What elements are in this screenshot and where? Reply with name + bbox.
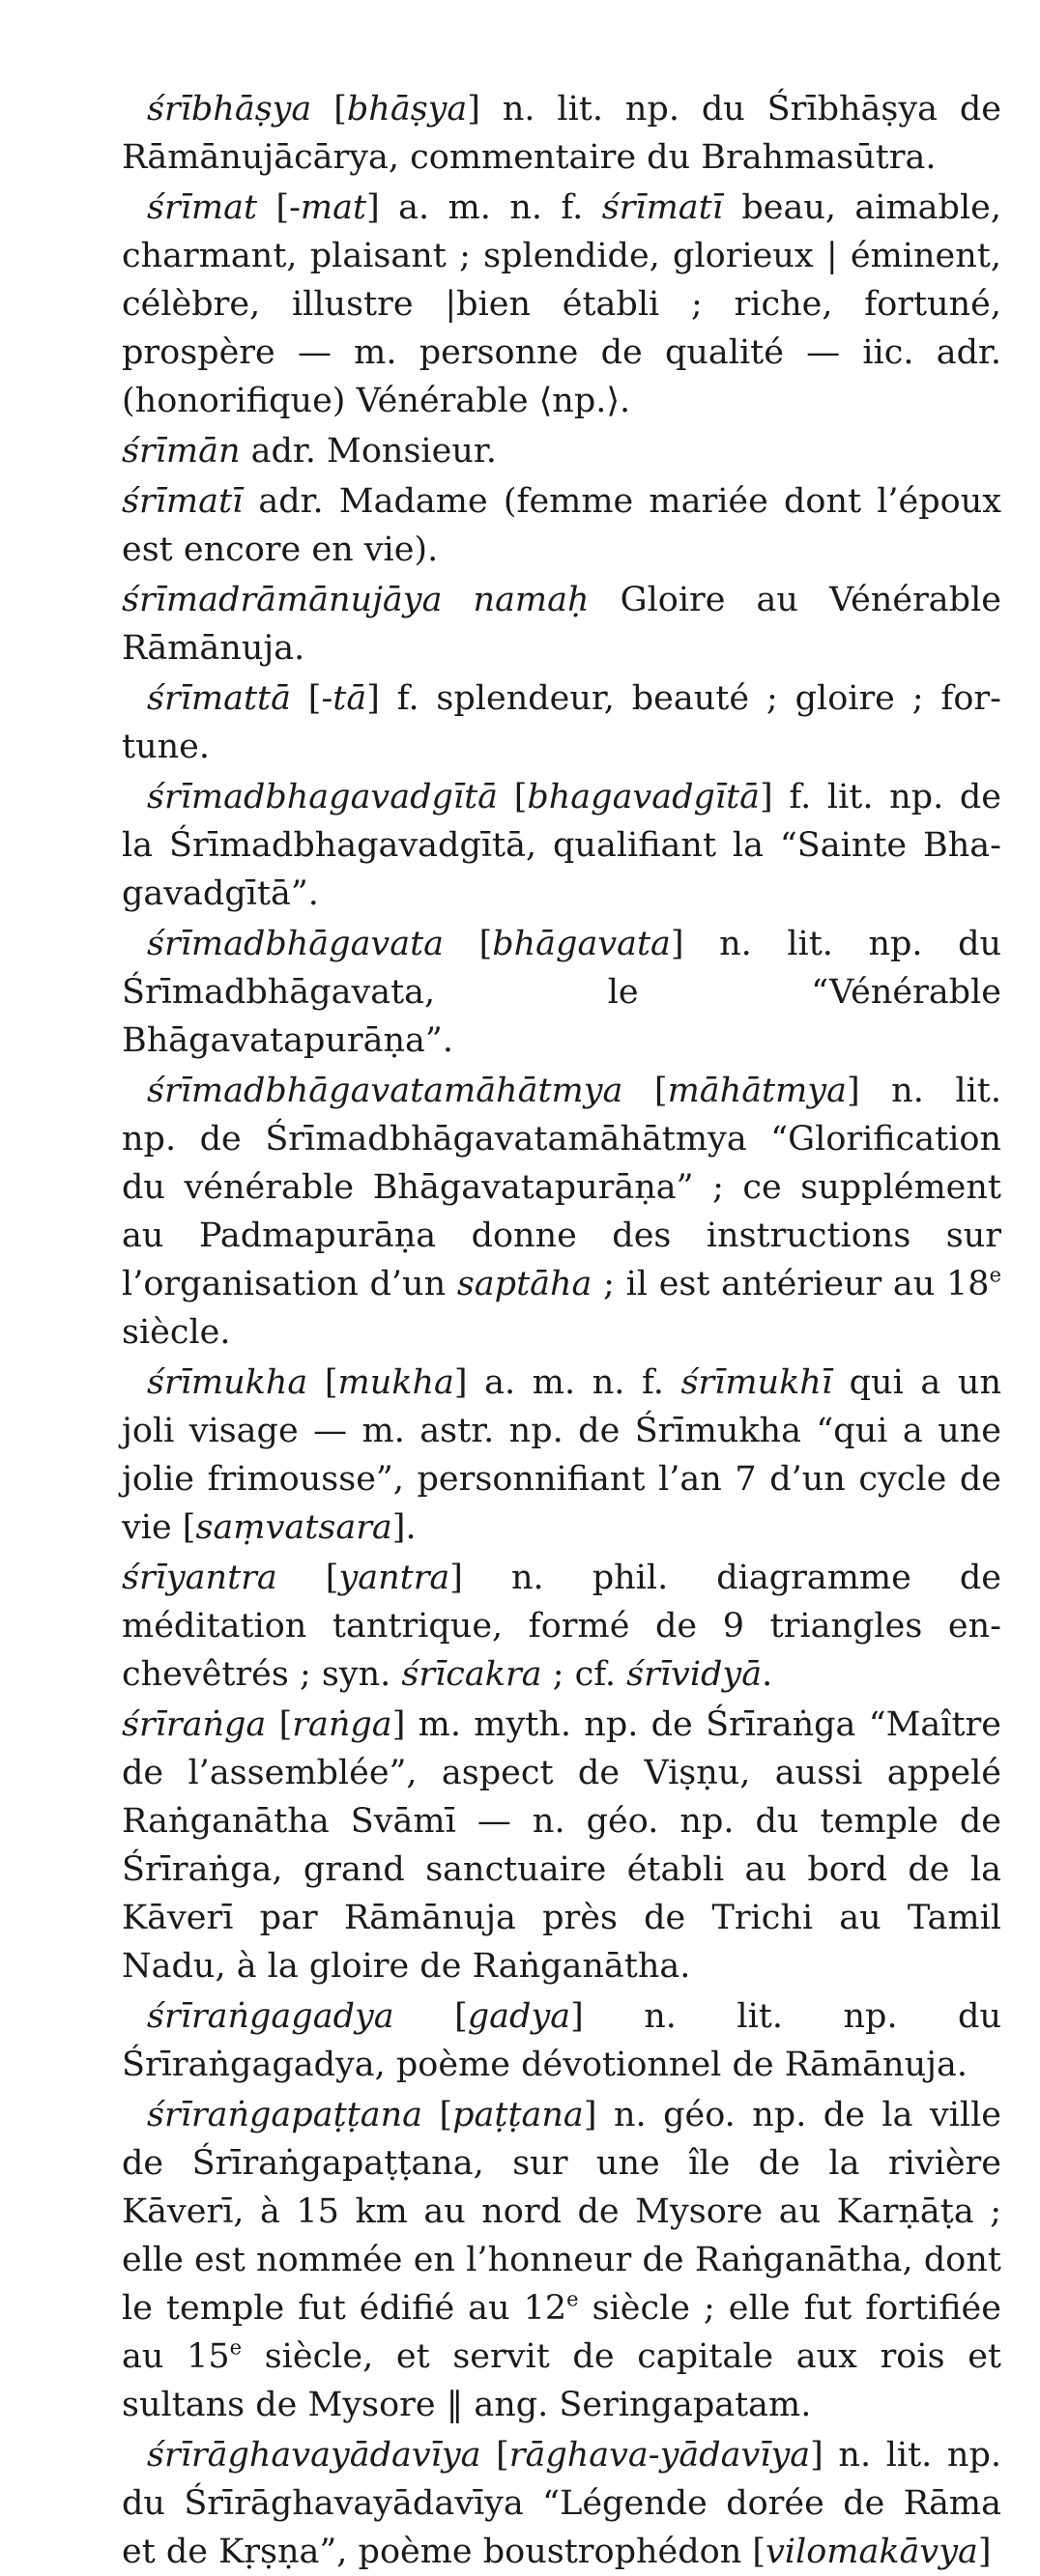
entry-text: ].	[391, 1508, 417, 1547]
dictionary-entry	[122, 1359, 1001, 1552]
dictionary-entry	[122, 674, 1001, 771]
entry-headword: śrīmān	[122, 432, 241, 471]
entry-text: [	[276, 1559, 339, 1597]
dictionary-entry	[122, 576, 1001, 673]
italic-term: śrīmatī	[601, 188, 723, 227]
entry-text: Gloire au Vénérable Rāmānuja.	[122, 581, 1001, 668]
entry-text: [	[444, 925, 493, 963]
entry-text: beau, aimable, charmant, plaisant ; splendide, glorieux | éminent, célèbre, illustre |bien établi ; riche, fortuné, prospère — m. personne de qualité — iic. adr. (honorifique) Vénérable ⟨np.⟩.	[122, 188, 1001, 420]
entry-text: ] n. phil. diagramme de méditation tantrique, formé de 9 triangles enchevêtrés ; syn.	[122, 1559, 1001, 1694]
ordinal-superscript: e	[989, 1263, 1001, 1287]
italic-term: saptāha	[456, 1265, 592, 1303]
entry-headword: śrīmattā	[147, 679, 291, 718]
italic-term: paṭṭana	[452, 2096, 584, 2134]
entry-headword: śrīmadbhāgavata	[147, 925, 445, 963]
entry-text: ]	[977, 2533, 992, 2571]
entry-text: [	[290, 679, 322, 718]
entry-headword: śrībhāṣya	[147, 90, 312, 129]
entry-headword: śrīmadrāmānujāya namaḥ	[122, 581, 590, 619]
italic-term: yantra	[338, 1559, 450, 1597]
entry-text: ] n. lit. np. du Śrīmadbhāgavata, le “Vénérable Bhāgavatapurāṇa”.	[122, 925, 1002, 1060]
entry-headword: śrīmukha	[147, 1363, 308, 1402]
dictionary-entries	[122, 85, 1001, 2576]
italic-term: bhāṣya	[346, 90, 468, 129]
entry-headword: śrīyantra	[122, 1559, 277, 1597]
dictionary-entry	[122, 85, 1001, 182]
entry-text: [	[307, 1363, 338, 1402]
ordinal-superscript: e	[566, 2287, 579, 2311]
dictionary-entry	[122, 1554, 1001, 1699]
dictionary-entry	[122, 427, 1001, 475]
entry-text: ] n. lit. np. de Śrīmadbhāgavatamāhātmya “Glorification du vénérable Bhāgavatapurāṇa” ; ce supplément au Padmapurāṇa donne des instructions sur l’organisation d’un	[122, 1072, 1001, 1303]
entry-headword: śrīrāghavayādavīya	[147, 2436, 481, 2475]
entry-text: ] a. m. n. f.	[453, 1363, 681, 1402]
dictionary-entry	[122, 1067, 1001, 1357]
entry-text: [	[480, 2436, 509, 2475]
italic-term: śrīvidyā	[626, 1655, 763, 1694]
entry-text: [	[266, 1705, 293, 1744]
italic-term: mukha	[337, 1363, 454, 1402]
italic-term: śrīcakra	[401, 1655, 542, 1694]
entry-text: ] a. m. n. f.	[366, 188, 602, 227]
entry-text: siècle.	[122, 1313, 231, 1352]
entry-text: ] f. splendeur, beauté ; gloire ; fortune.	[122, 679, 1001, 766]
entry-text: ] n. géo. np. de la ville de Śrīraṅgapaṭṭana, sur une île de la rivière Kāverī, à 15 km au nord de Mysore au Karṇāṭa ; elle est nommée en l’honneur de Raṅganātha, dont le temple fut édifié au 12	[122, 2096, 1002, 2328]
entry-text: adr. Madame (femme mariée dont l’époux est encore en vie).	[122, 482, 1001, 569]
entry-text: ] m. myth. np. de Śrīraṅga “Maître de l’assemblée”, aspect de Viṣṇu, aussi appelé Raṅganātha Svāmī — n. géo. np. du temple de Śrīraṅga, grand sanctuaire établi au bord de la Kāverī par Rāmānuja près de Trichi au Tamil Nadu, à la gloire de Raṅganātha.	[122, 1705, 1002, 1986]
dictionary-entry	[122, 1701, 1001, 1990]
entry-text: [	[421, 2096, 453, 2134]
entry-text: ; cf.	[541, 1655, 627, 1694]
entry-text: [	[257, 188, 290, 227]
italic-term: raṅga	[292, 1705, 392, 1744]
entry-headword: śrīraṅgapaṭṭana	[147, 2096, 422, 2134]
dictionary-entry	[122, 920, 1001, 1065]
entry-text: adr. Monsieur.	[240, 432, 497, 471]
entry-text: [	[498, 778, 528, 816]
italic-term: gadya	[467, 1997, 571, 2036]
dictionary-entry	[122, 184, 1001, 425]
entry-text: ] n. lit. np. du Śrīraṅgagadya, poème dévotionnel de Rāmānuja.	[122, 1997, 1002, 2084]
italic-term: māhātmya	[667, 1072, 847, 1110]
italic-term: -tā	[321, 679, 367, 718]
entry-headword: śrīraṅga	[122, 1705, 267, 1744]
italic-term: śrīmukhī	[680, 1363, 833, 1402]
dictionary-entry	[122, 773, 1001, 918]
entry-headword: śrīmatī	[122, 482, 244, 521]
entry-text: ] n. lit. np. du Śrīrāghavayādavīya “Légende dorée de Rāma et de Kṛṣṇa”, poème boustrophédon [	[122, 2436, 1001, 2571]
entry-headword: śrīraṅgagadya	[147, 1997, 394, 2036]
entry-headword: śrīmadbhagavadgītā	[147, 778, 499, 816]
entry-text: [	[622, 1072, 668, 1110]
entry-text: ; il est antérieur au 18	[592, 1265, 990, 1303]
dictionary-entry	[122, 477, 1001, 574]
italic-term: saṃvatsara	[195, 1508, 392, 1547]
dictionary-entry	[122, 2431, 1001, 2576]
italic-term: -mat	[289, 188, 367, 227]
italic-term: vilomakāvya	[766, 2533, 978, 2571]
entry-text: ] n. lit. np. du Śrībhāṣya de Rāmānujācārya, commentaire du Brahmasūtra.	[122, 90, 1002, 177]
entry-text: .	[762, 1655, 773, 1694]
ordinal-superscript: e	[229, 2335, 243, 2360]
entry-text: qui a un joli visage — m. astr. np. de Śrīmukha “qui a une jolie frimousse”, personnifiant l’an 7 d’un cycle de vie [	[122, 1363, 1001, 1547]
entry-text: siècle ; elle fut fortifiée au 15	[122, 2289, 1001, 2376]
entry-text: [	[311, 90, 347, 129]
italic-term: rāghava-yādavīya	[508, 2436, 811, 2475]
italic-term: bhagavadgītā	[527, 778, 761, 816]
entry-text: ] f. lit. np. de la Śrīmadbhagavadgītā, qualifiant la “Sainte Bhagavadgītā”.	[122, 778, 1002, 913]
italic-term: bhāgavata	[492, 925, 671, 963]
entry-headword: śrīmadbhāgavatamāhātmya	[147, 1072, 623, 1110]
entry-text: siècle, et servit de capitale aux rois et sultans de Mysore ‖ ang. Seringapatam.	[122, 2337, 1001, 2424]
entry-text: [	[393, 1997, 468, 2036]
entry-headword: śrīmat	[147, 188, 258, 227]
dictionary-entry	[122, 2091, 1001, 2429]
dictionary-entry	[122, 1992, 1001, 2089]
